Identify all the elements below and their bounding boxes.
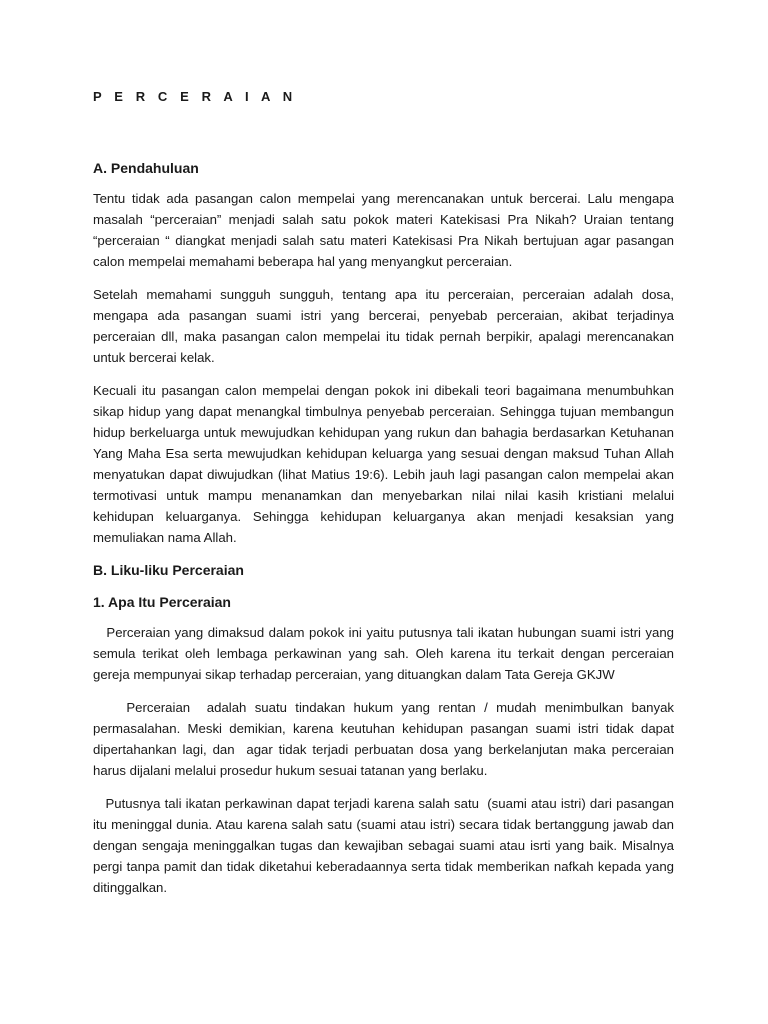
paragraph: Perceraian yang dimaksud dalam pokok ini yaitu putusnya tali ikatan hubungan suami istri yang semula terikat oleh lembaga perkawinan yang sah. Oleh karena itu terkait dengan perceraian gereja mempunyai sikap terhadap perceraian, yang dituangkan dalam Tata Gereja GKJW [93,625,678,682]
section-heading-pendahuluan: A. Pendahuluan [93,160,199,176]
paragraph: Putusnya tali ikatan perkawinan dapat terjadi karena salah satu (suami atau istri) dari pasangan itu meninggal dunia. Atau karena salah satu (suami atau istri) secara tidak bertanggung jawab dan dengan sengaja meninggalkan tugas dan kewajiban sebagai suami atau isrti yang baik. Misalnya pergi tanpa pamit dan tidak diketahui keberadaannya serta tidak memberikan nafkah kepada yang ditinggalkan. [93,796,678,895]
paragraph: Setelah memahami sungguh sungguh, tentang apa itu perceraian, perceraian adalah dosa, mengapa ada pasangan suami istri yang bercerai, penyebab perceraian, akibat terjadinya perceraian dll, maka pasangan calon mempelai itu tidak pernah berpikir, apalagi merencanakan untuk bercerai kelak. [93,287,674,365]
section-heading-liku-liku: B. Liku-liku Perceraian [93,562,244,578]
paragraph: Tentu tidak ada pasangan calon mempelai yang merencanakan untuk bercerai. Lalu mengapa masalah “perceraian” menjadi salah satu pokok materi Katekisasi Pra Nikah? Uraian tentang “perceraian “ diangkat menjadi salah satu materi Katekisasi Pra Nikah bertujuan agar pasangan calon mempelai memahami beberapa hal yang menyangkut perceraian. [93,191,674,269]
paragraph: Kecuali itu pasangan calon mempelai dengan pokok ini dibekali teori bagaimana menumbuhkan sikap hidup yang dapat menangkal timbulnya penyebab perceraian. Sehingga tujuan membangun hidup berkeluarga untuk mewujudkan kehidupan yang rukun dan bahagia berdasarkan Ketuhanan Yang Maha Esa serta mewujudkan kehidupan keluarga yang sesuai dengan maksud Tuhan Allah menyatukan dapat diwujudkan (lihat Matius 19:6). Lebih jauh lagi pasangan calon mempelai akan termotivasi untuk mampu menanamkan dan menyebarkan nilai nilai kasih kristiani melalui kehidupan keluarganya. Sehingga kehidupan keluarganya akan menjadi kesaksian yang memuliakan nama Allah. [93,383,674,545]
subsection-heading-apa-itu: 1. Apa Itu Perceraian [93,594,231,610]
paragraph: Perceraian adalah suatu tindakan hukum yang rentan / mudah menimbulkan banyak permasalahan. Meski demikian, karena keutuhan kehidupan pasangan suami istri tidak dapat dipertahankan lagi, dan agar tidak terjadi perbuatan dosa yang berkelanjutan maka perceraian harus dijalani melalui prosedur hukum sesuai tatanan yang berlaku. [93,700,678,778]
document-title: P E R C E R A I A N [93,89,297,104]
